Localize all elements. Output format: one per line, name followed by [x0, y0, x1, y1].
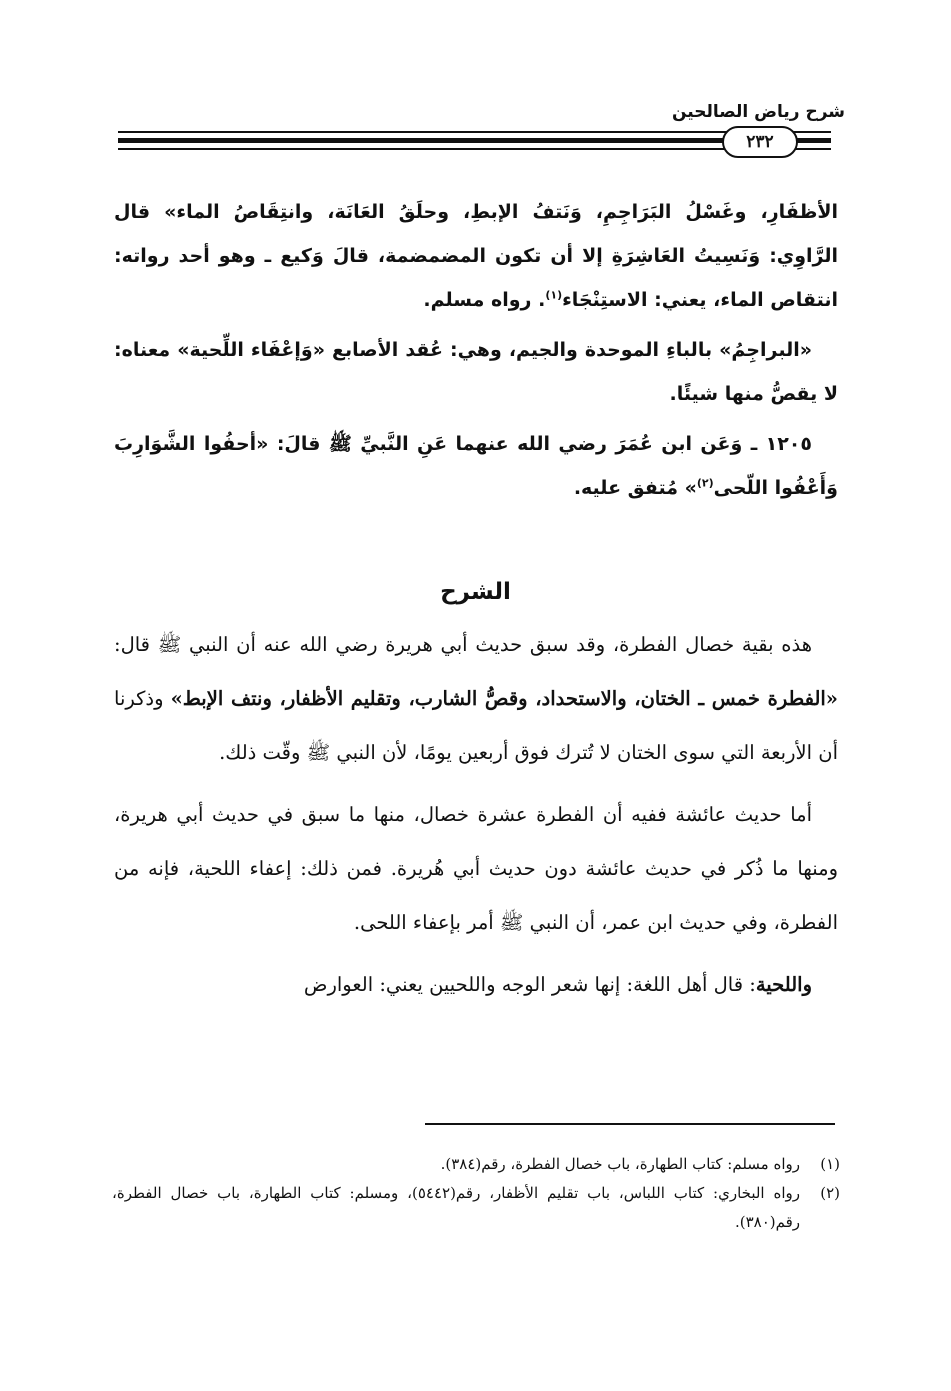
commentary-paragraph-1-end: وذكرنا أن الأربعة التي سوى الختان لا تُترك فوق أربعين يومًا، لأن النبي ﷺ وقّت ذلك. — [114, 687, 838, 764]
hadith-paragraph-1-text: الأظفَارِ، وغَسْلُ البَرَاجِمِ، وَنَتفُ الإبطِ، وحلَقُ العَانَة، وانتِقَاصُ الماء» قال الرَّاوِي: وَنَسِيتُ العَاشِرَةِ إلا أن تكون المضمضمة، قالَ وَكيع ـ وهو أحد رواته: انتقاص الماء، يعني: الاستِنْجَاء — [114, 201, 838, 311]
footnote-ref-2: (٢) — [696, 476, 714, 490]
hadith-paragraph-3-text: ١٢٠٥ ـ وَعَن ابن عُمَرَ رضي الله عنهما عَنِ النَّبيِّ ﷺ قالَ: «أحفُوا الشَّوَارِبَ وَأَعْفُوا اللّحى — [114, 433, 838, 499]
footnote-2 — [112, 1179, 840, 1237]
commentary-paragraph-1-start: هذه بقية خصال الفطرة، وقد سبق حديث أبي هريرة رضي الله عنه أن النبي ﷺ قال: — [114, 633, 812, 656]
footnote-2-number: (٢) — [820, 1184, 840, 1202]
footnotes — [112, 1150, 840, 1237]
section-title: الشرح — [440, 579, 511, 605]
commentary-quote: «الفطرة خمس ـ الختان، والاستحداد، وقصُّ الشارب، وتقليم الأظفار، ونتف الإبط» — [170, 687, 838, 710]
hadith-paragraph-1 — [114, 190, 838, 322]
hadith-paragraph-1-end: . رواه مسلم. — [423, 289, 546, 311]
commentary-paragraph-3 — [114, 958, 838, 1012]
footnote-2-text: رواه البخاري: كتاب اللباس، باب تقليم الأظفار، رقم(٥٤٤٢)، ومسلم: كتاب الطهارة، باب خصال الفطرة، رقم(٣٨٠). — [112, 1184, 801, 1231]
hadith-paragraph-2: «البراجِمُ» بالباءِ الموحدة والجيم، وهي: عُقد الأصابع «وَإعْفَاء اللِّحية» معناه: لا يقصُّ منها شيئًا. — [114, 339, 838, 405]
commentary-text — [114, 618, 838, 1012]
running-title: شرح رياض الصالحين — [671, 102, 845, 122]
commentary-term: واللحية — [755, 973, 812, 996]
footnote-separator — [425, 1123, 835, 1125]
footnote-1-number: (١) — [820, 1155, 840, 1173]
hadith-paragraph-3-end: » مُتفق عليه. — [573, 477, 697, 499]
commentary-paragraph-1 — [114, 618, 838, 780]
footnote-ref-1: (١) — [545, 288, 563, 302]
hadith-paragraph-3 — [114, 422, 838, 510]
footnote-1 — [112, 1150, 840, 1179]
commentary-paragraph-3-rest: : قال أهل اللغة: إنها شعر الوجه واللحيين يعني: العوارض — [303, 973, 756, 996]
footnote-1-text: رواه مسلم: كتاب الطهارة، باب خصال الفطرة، رقم(٣٨٤). — [440, 1155, 800, 1173]
hadith-text — [114, 190, 838, 510]
commentary-paragraph-2: أما حديث عائشة ففيه أن الفطرة عشرة خصال، منها ما سبق في حديث أبي هريرة، ومنها ما ذُكر في حديث عائشة دون حديث أبي هُريرة. فمن ذلك: إعفاء اللحية، فإنه من الفطرة، وفي حديث ابن عمر، أن النبي ﷺ أمر بإعفاء اللحى. — [114, 803, 838, 934]
page-number: ٢٣٢ — [722, 126, 798, 158]
